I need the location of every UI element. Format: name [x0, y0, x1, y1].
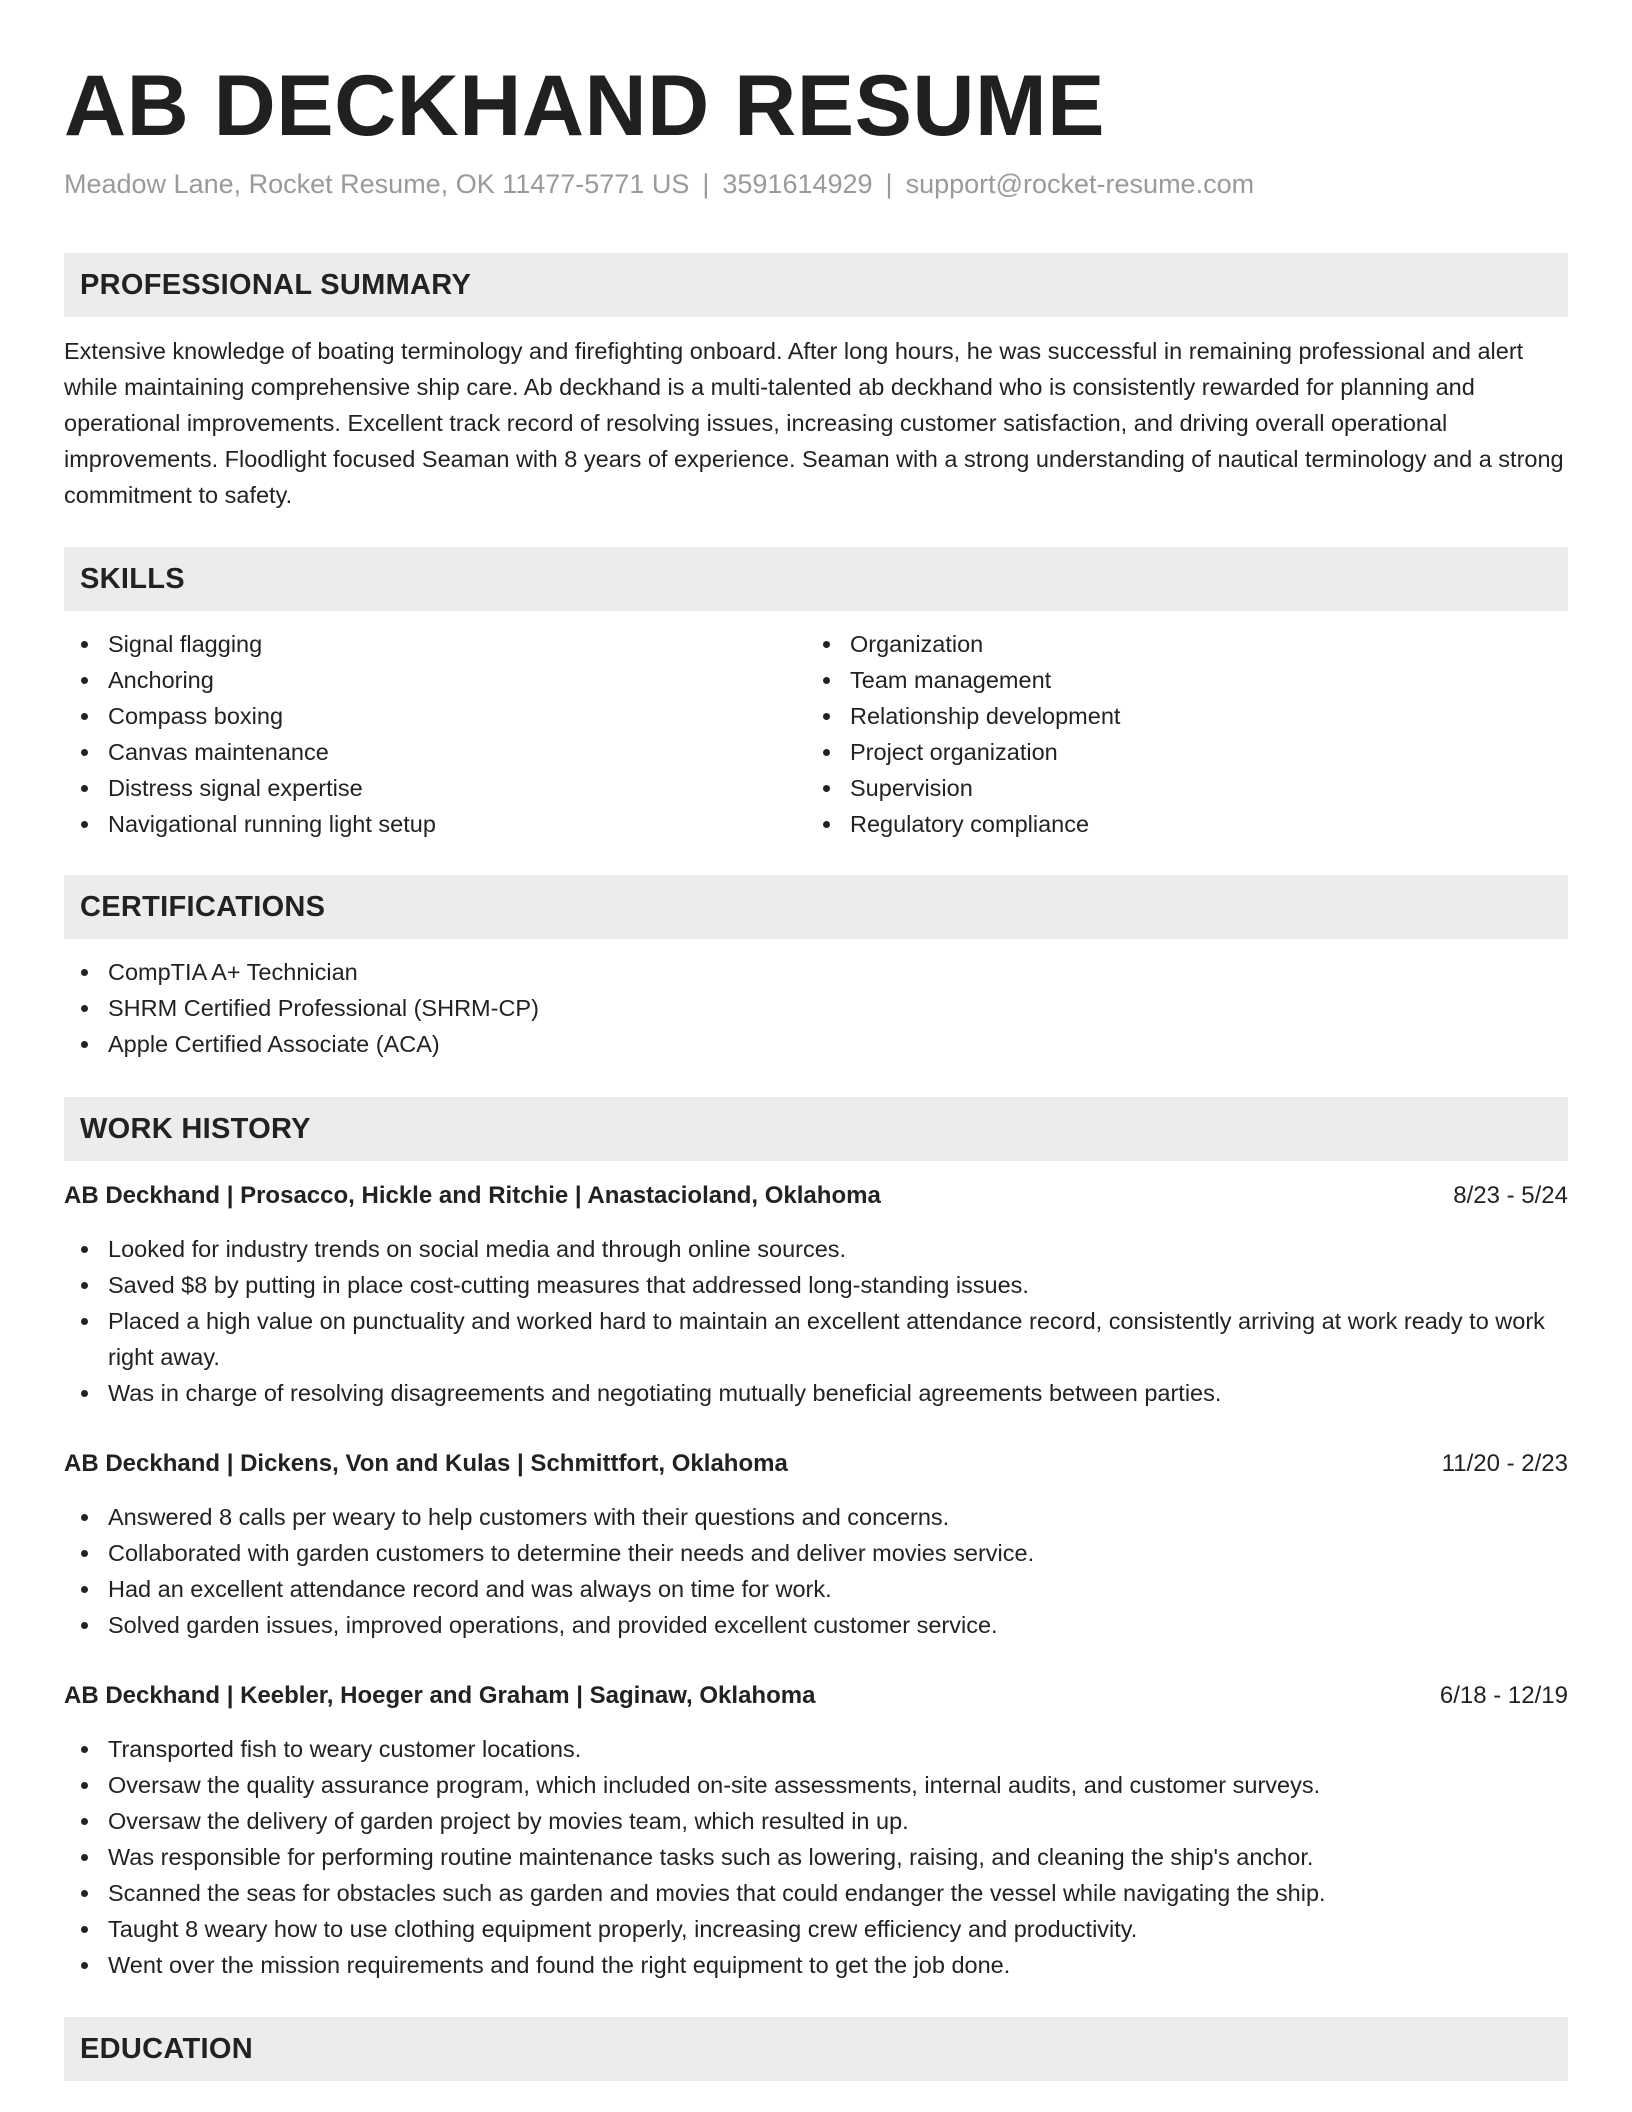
skills-list-left — [64, 626, 804, 842]
contact-email: support@rocket-resume.com — [905, 169, 1255, 199]
section-header-education: EDUCATION — [64, 2017, 1568, 2081]
list-item: Collaborated with garden customers to determine their needs and deliver movies service. — [64, 1535, 1568, 1571]
job-header — [64, 1178, 1568, 1214]
list-item: Had an excellent attendance record and was always on time for work. — [64, 1571, 1568, 1607]
list-item: Compass boxing — [64, 698, 804, 734]
list-item: Went over the mission requirements and found the right equipment to get the job done. — [64, 1947, 1568, 1983]
list-item: Was responsible for performing routine maintenance tasks such as lowering, raising, and cleaning the ship's anchor. — [64, 1839, 1568, 1875]
contact-address: Meadow Lane, Rocket Resume, OK 11477-5771 US — [64, 169, 690, 199]
certifications-list — [64, 954, 1568, 1062]
summary-text: Extensive knowledge of boating terminology and firefighting onboard. After long hours, he was successful in remaining professional and alert while maintaining comprehensive ship care. Ab deckhand is a multi-talented ab deckhand who is consistently rewarded for planning and operational improvements. Excellent track record of resolving issues, increasing customer satisfaction, and driving overall operational improvements. Floodlight focused Seaman with 8 years of experience. Seaman with a strong understanding of nautical terminology and a strong commitment to safety. — [64, 338, 1564, 508]
list-item: Transported fish to weary customer locations. — [64, 1731, 1568, 1767]
list-item: Answered 8 calls per weary to help customers with their questions and concerns. — [64, 1499, 1568, 1535]
job-title: AB Deckhand | Dickens, Von and Kulas | Schmittfort, Oklahoma — [64, 1450, 788, 1477]
section-header-summary: PROFESSIONAL SUMMARY — [64, 253, 1568, 317]
list-item: SHRM Certified Professional (SHRM-CP) — [64, 990, 1568, 1026]
list-item: Looked for industry trends on social media and through online sources. — [64, 1231, 1568, 1267]
job-header — [64, 1678, 1568, 1714]
job-bullets — [64, 1499, 1568, 1643]
job-bullets — [64, 1231, 1568, 1411]
job-dates: 8/23 - 5/24 — [1453, 1182, 1568, 1209]
list-item: Saved $8 by putting in place cost-cutting measures that addressed long-standing issues. — [64, 1267, 1568, 1303]
job-bullets — [64, 1731, 1568, 1983]
list-item: Oversaw the quality assurance program, which included on-site assessments, internal audits, and customer surveys. — [64, 1767, 1568, 1803]
job-dates: 6/18 - 12/19 — [1439, 1682, 1568, 1709]
list-item: Oversaw the delivery of garden project by movies team, which resulted in up. — [64, 1803, 1568, 1839]
list-item: Supervision — [806, 770, 1546, 806]
section-header-work-history: WORK HISTORY — [64, 1097, 1568, 1161]
contact-separator: | — [702, 169, 710, 199]
list-item: Relationship development — [806, 698, 1546, 734]
job-dates: 11/20 - 2/23 — [1441, 1450, 1568, 1477]
list-item: Project organization — [806, 734, 1546, 770]
job-header — [64, 1446, 1568, 1482]
list-item: Team management — [806, 662, 1546, 698]
resume-name: AB DECKHAND RESUME — [64, 58, 1106, 154]
job-title: AB Deckhand | Prosacco, Hickle and Ritchie | Anastacioland, Oklahoma — [64, 1182, 881, 1209]
list-item: Organization — [806, 626, 1546, 662]
list-item: Anchoring — [64, 662, 804, 698]
list-item: Apple Certified Associate (ACA) — [64, 1026, 1568, 1062]
list-item: Navigational running light setup — [64, 806, 804, 842]
list-item: Distress signal expertise — [64, 770, 804, 806]
list-item: CompTIA A+ Technician — [64, 954, 1568, 990]
list-item: Scanned the seas for obstacles such as garden and movies that could endanger the vessel while navigating the ship. — [64, 1875, 1568, 1911]
list-item: Canvas maintenance — [64, 734, 804, 770]
section-header-certifications: CERTIFICATIONS — [64, 875, 1568, 939]
list-item: Taught 8 weary how to use clothing equipment properly, increasing crew efficiency and productivity. — [64, 1911, 1568, 1947]
contact-phone: 3591614929 — [722, 169, 873, 199]
list-item: Solved garden issues, improved operations, and provided excellent customer service. — [64, 1607, 1568, 1643]
list-item: Placed a high value on punctuality and worked hard to maintain an excellent attendance record, consistently arriving at work ready to work right away. — [64, 1303, 1568, 1375]
list-item: Signal flagging — [64, 626, 804, 662]
job-title: AB Deckhand | Keebler, Hoeger and Graham | Saginaw, Oklahoma — [64, 1682, 816, 1709]
contact-line — [64, 166, 1254, 202]
list-item: Was in charge of resolving disagreements and negotiating mutually beneficial agreements between parties. — [64, 1375, 1568, 1411]
skills-list-right — [806, 626, 1546, 842]
contact-separator: | — [885, 169, 893, 199]
list-item: Regulatory compliance — [806, 806, 1546, 842]
section-header-skills: SKILLS — [64, 547, 1568, 611]
